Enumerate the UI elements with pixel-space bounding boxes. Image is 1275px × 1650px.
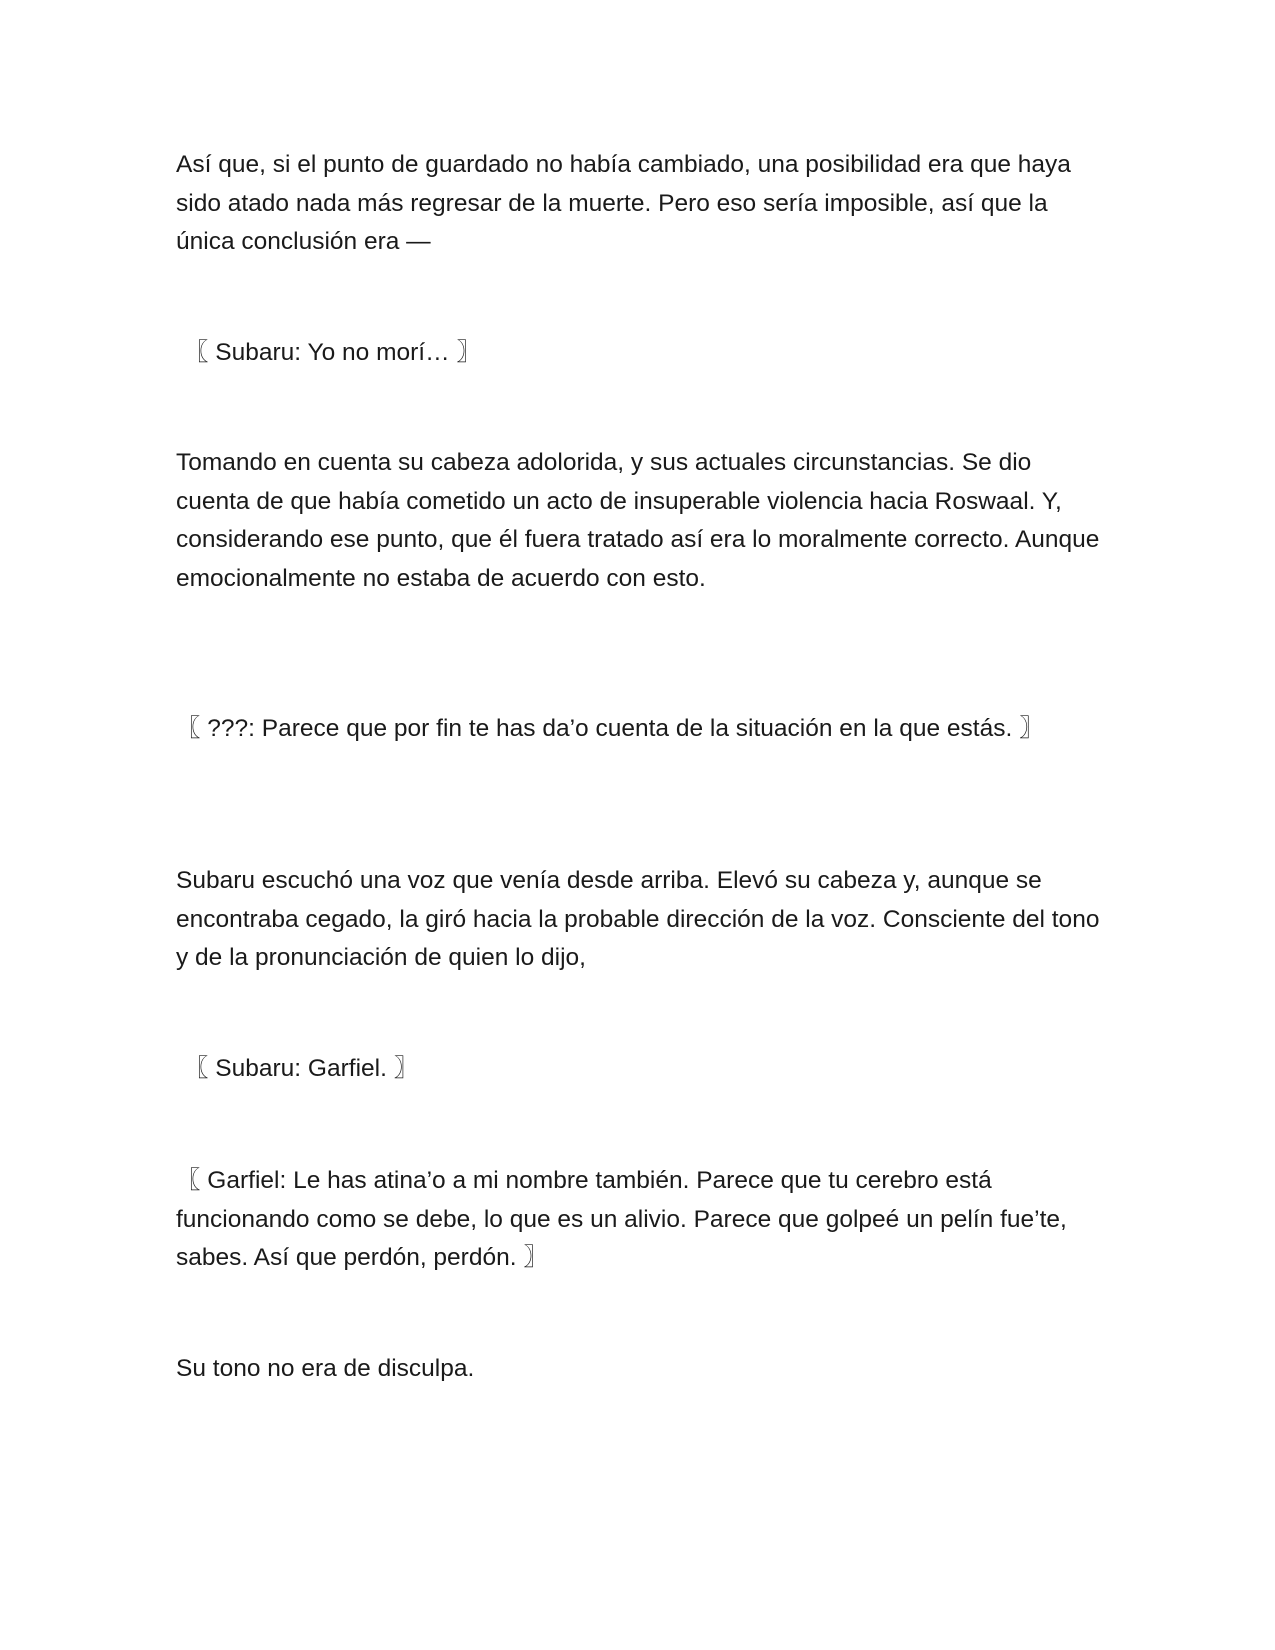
narration-paragraph: Subaru escuchó una voz que venía desde arriba. Elevó su cabeza y, aunque se encontraba cegado, la giró hacia la probable dirección de la voz. Consciente del tono y de la pronunciación de quien lo dijo,: [176, 867, 1100, 971]
narration-paragraph: Así que, si el punto de guardado no había cambiado, una posibilidad era que haya sido atado nada más regresar de la muerte. Pero eso sería imposible, así que la única conclusión era —: [176, 151, 1071, 255]
dialogue-line-subaru: 〖 Subaru: Yo no morí… 〗: [184, 339, 481, 366]
narration-paragraph: Su tono no era de disculpa.: [176, 1355, 475, 1382]
narration-paragraph: Tomando en cuenta su cabeza adolorida, y sus actuales circunstancias. Se dio cuenta de que había cometido un acto de insuperable violencia hacia Roswaal. Y, considerando ese punto, que él fuera tratado así era lo moralmente correcto. Aunque emocionalmente no estaba de acuerdo con esto.: [176, 449, 1100, 592]
dialogue-line-garfiel: 〖 Garfiel: Le has atina’o a mi nombre también. Parece que tu cerebro está funcionando como se debe, lo que es un alivio. Parece que golpeé un pelín fue’te, sabes. Así que perdón, perdón. 〗: [176, 1167, 1067, 1271]
dialogue-line-unknown: 〖 ???: Parece que por fin te has da’o cuenta de la situación en la que estás. 〗: [176, 715, 1044, 742]
dialogue-line-subaru: 〖 Subaru: Garfiel. 〗: [184, 1055, 419, 1082]
